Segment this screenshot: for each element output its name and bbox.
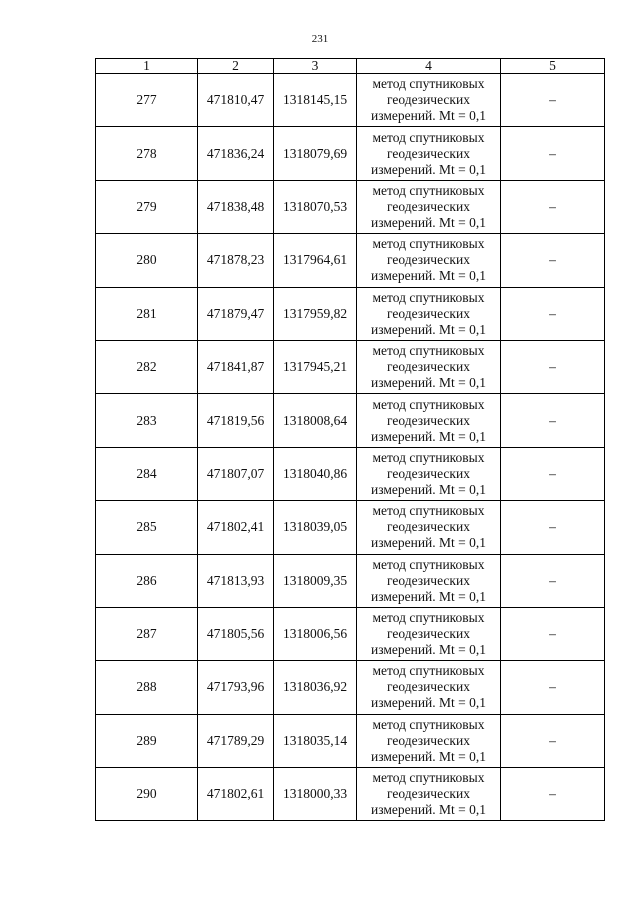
coord-y: 1317964,61 bbox=[274, 234, 357, 287]
method-line-1: метод спутниковых bbox=[372, 556, 485, 572]
coord-x: 471802,41 bbox=[198, 501, 274, 554]
method-cell bbox=[357, 607, 501, 660]
table-row bbox=[96, 714, 605, 767]
column-5-value: – bbox=[501, 394, 605, 447]
table-row bbox=[96, 501, 605, 554]
method-cell bbox=[357, 287, 501, 340]
coord-y: 1318006,56 bbox=[274, 607, 357, 660]
method-line-1: метод спутниковых bbox=[372, 289, 485, 305]
column-5-value: – bbox=[501, 340, 605, 393]
method-line-2: геодезических bbox=[387, 679, 470, 695]
point-number: 288 bbox=[96, 661, 198, 714]
header-col-3: 3 bbox=[274, 59, 357, 74]
method-line-1: метод спутниковых bbox=[372, 770, 485, 786]
method-line-1: метод спутниковых bbox=[372, 396, 485, 412]
table-row bbox=[96, 554, 605, 607]
method-cell bbox=[357, 661, 501, 714]
coord-x: 471838,48 bbox=[198, 180, 274, 233]
table-row bbox=[96, 74, 605, 127]
point-number: 286 bbox=[96, 554, 198, 607]
method-line-2: геодезических bbox=[387, 732, 470, 748]
point-number: 279 bbox=[96, 180, 198, 233]
method-cell bbox=[357, 554, 501, 607]
table-row bbox=[96, 340, 605, 393]
method-line-2: геодезических bbox=[387, 92, 470, 108]
method-line-2: геодезических bbox=[387, 572, 470, 588]
coord-x: 471878,23 bbox=[198, 234, 274, 287]
point-number: 281 bbox=[96, 287, 198, 340]
method-line-2: геодезических bbox=[387, 198, 470, 214]
column-5-value: – bbox=[501, 768, 605, 821]
method-line-2: геодезических bbox=[387, 465, 470, 481]
method-line-3: измерений. Mt = 0,1 bbox=[370, 481, 487, 497]
method-line-3: измерений. Mt = 0,1 bbox=[370, 321, 487, 337]
method-line-2: геодезических bbox=[387, 305, 470, 321]
coord-y: 1318008,64 bbox=[274, 394, 357, 447]
coord-y: 1318009,35 bbox=[274, 554, 357, 607]
coord-y: 1318000,33 bbox=[274, 768, 357, 821]
method-line-3: измерений. Mt = 0,1 bbox=[370, 588, 487, 604]
method-cell bbox=[357, 234, 501, 287]
method-line-1: метод спутниковых bbox=[372, 343, 485, 359]
header-col-1: 1 bbox=[96, 59, 198, 74]
column-5-value: – bbox=[501, 501, 605, 554]
method-cell bbox=[357, 74, 501, 127]
method-line-1: метод спутниковых bbox=[372, 663, 485, 679]
coord-y: 1318070,53 bbox=[274, 180, 357, 233]
column-5-value: – bbox=[501, 234, 605, 287]
method-cell bbox=[357, 714, 501, 767]
header-col-2: 2 bbox=[198, 59, 274, 74]
coord-x: 471836,24 bbox=[198, 127, 274, 180]
method-line-3: измерений. Mt = 0,1 bbox=[370, 695, 487, 711]
coord-x: 471841,87 bbox=[198, 340, 274, 393]
table-row bbox=[96, 287, 605, 340]
method-line-1: метод спутниковых bbox=[372, 503, 485, 519]
header-col-4: 4 bbox=[357, 59, 501, 74]
coord-x: 471813,93 bbox=[198, 554, 274, 607]
header-row bbox=[96, 59, 605, 74]
table-row bbox=[96, 127, 605, 180]
method-line-2: геодезических bbox=[387, 412, 470, 428]
point-number: 282 bbox=[96, 340, 198, 393]
coord-y: 1318079,69 bbox=[274, 127, 357, 180]
coord-x: 471819,56 bbox=[198, 394, 274, 447]
coord-x: 471805,56 bbox=[198, 607, 274, 660]
method-line-1: метод спутниковых bbox=[372, 129, 485, 145]
point-number: 287 bbox=[96, 607, 198, 660]
table-row bbox=[96, 661, 605, 714]
method-line-2: геодезических bbox=[387, 519, 470, 535]
point-number: 284 bbox=[96, 447, 198, 500]
point-number: 285 bbox=[96, 501, 198, 554]
method-cell bbox=[357, 180, 501, 233]
column-5-value: – bbox=[501, 180, 605, 233]
table-row bbox=[96, 768, 605, 821]
point-number: 290 bbox=[96, 768, 198, 821]
coord-y: 1318040,86 bbox=[274, 447, 357, 500]
point-number: 277 bbox=[96, 74, 198, 127]
header-col-5: 5 bbox=[501, 59, 605, 74]
method-line-3: измерений. Mt = 0,1 bbox=[370, 268, 487, 284]
coord-x: 471802,61 bbox=[198, 768, 274, 821]
table-row bbox=[96, 607, 605, 660]
method-line-1: метод спутниковых bbox=[372, 610, 485, 626]
column-5-value: – bbox=[501, 714, 605, 767]
point-number: 278 bbox=[96, 127, 198, 180]
method-line-1: метод спутниковых bbox=[372, 236, 485, 252]
point-number: 280 bbox=[96, 234, 198, 287]
table-row bbox=[96, 180, 605, 233]
table-row bbox=[96, 447, 605, 500]
method-line-3: измерений. Mt = 0,1 bbox=[370, 214, 487, 230]
method-cell bbox=[357, 768, 501, 821]
method-line-3: измерений. Mt = 0,1 bbox=[370, 161, 487, 177]
method-line-3: измерений. Mt = 0,1 bbox=[370, 535, 487, 551]
method-line-3: измерений. Mt = 0,1 bbox=[370, 108, 487, 124]
table-body bbox=[96, 74, 605, 821]
method-line-1: метод спутниковых bbox=[372, 182, 485, 198]
coord-y: 1317945,21 bbox=[274, 340, 357, 393]
table-row bbox=[96, 394, 605, 447]
column-5-value: – bbox=[501, 661, 605, 714]
method-cell bbox=[357, 127, 501, 180]
column-5-value: – bbox=[501, 127, 605, 180]
method-line-2: геодезических bbox=[387, 252, 470, 268]
method-line-2: геодезических bbox=[387, 359, 470, 375]
coord-x: 471789,29 bbox=[198, 714, 274, 767]
column-5-value: – bbox=[501, 74, 605, 127]
column-5-value: – bbox=[501, 447, 605, 500]
coord-y: 1318036,92 bbox=[274, 661, 357, 714]
method-cell bbox=[357, 447, 501, 500]
coord-x: 471810,47 bbox=[198, 74, 274, 127]
method-cell bbox=[357, 340, 501, 393]
column-5-value: – bbox=[501, 607, 605, 660]
method-line-1: метод спутниковых bbox=[372, 449, 485, 465]
point-number: 289 bbox=[96, 714, 198, 767]
coord-y: 1318035,14 bbox=[274, 714, 357, 767]
coord-y: 1318145,15 bbox=[274, 74, 357, 127]
method-line-2: геодезических bbox=[387, 786, 470, 802]
coord-y: 1317959,82 bbox=[274, 287, 357, 340]
coordinates-table bbox=[95, 58, 605, 821]
method-line-3: измерений. Mt = 0,1 bbox=[370, 802, 487, 818]
coord-x: 471879,47 bbox=[198, 287, 274, 340]
column-5-value: – bbox=[501, 287, 605, 340]
method-cell bbox=[357, 394, 501, 447]
method-line-1: метод спутниковых bbox=[372, 716, 485, 732]
table-row bbox=[96, 234, 605, 287]
method-line-3: измерений. Mt = 0,1 bbox=[370, 428, 487, 444]
method-line-3: измерений. Mt = 0,1 bbox=[370, 748, 487, 764]
column-5-value: – bbox=[501, 554, 605, 607]
method-cell bbox=[357, 501, 501, 554]
method-line-2: геодезических bbox=[387, 626, 470, 642]
method-line-2: геодезических bbox=[387, 145, 470, 161]
coord-y: 1318039,05 bbox=[274, 501, 357, 554]
coord-x: 471793,96 bbox=[198, 661, 274, 714]
method-line-1: метод спутниковых bbox=[372, 76, 485, 92]
point-number: 283 bbox=[96, 394, 198, 447]
coord-x: 471807,07 bbox=[198, 447, 274, 500]
page-number: 231 bbox=[311, 33, 329, 45]
method-line-3: измерений. Mt = 0,1 bbox=[370, 375, 487, 391]
method-line-3: измерений. Mt = 0,1 bbox=[370, 642, 487, 658]
